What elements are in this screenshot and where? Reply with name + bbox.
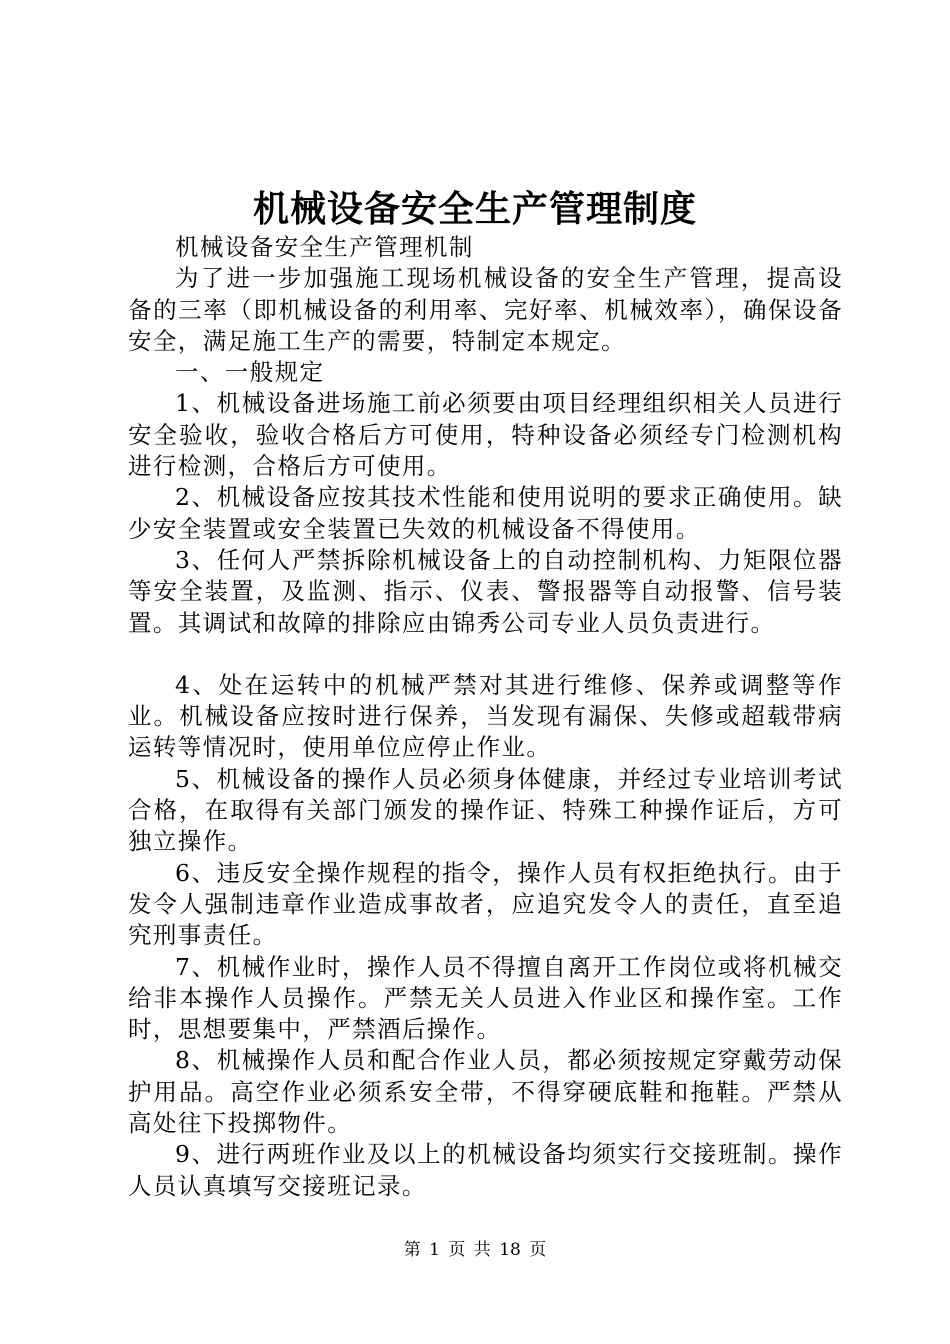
- rule-item-6: 6、违反安全操作规程的指令，操作人员有权拒绝执行。由于发令人强制违章作业造成事故者，应追究发令人的责任，直至追究刑事责任。: [128, 858, 843, 950]
- page-number-footer: 第 1 页 共 18 页: [403, 1240, 547, 1260]
- rule-item-5: 5、机械设备的操作人员必须身体健康，并经过专业培训考试合格，在取得有关部门颁发的操作证、特殊工种操作证后，方可独立操作。: [128, 764, 843, 856]
- rule-item-7: 7、机械作业时，操作人员不得擅自离开工作岗位或将机械交给非本操作人员操作。严禁无关人员进入作业区和操作室。工作时，思想要集中，严禁酒后操作。: [128, 952, 843, 1044]
- section-heading-general-rules: 一、一般规定: [175, 358, 325, 387]
- rule-item-2: 2、机械设备应按其技术性能和使用说明的要求正确使用。缺少安全装置或安全装置已失效的机械设备不得使用。: [128, 483, 843, 543]
- document-title: 机械设备安全生产管理制度: [252, 188, 697, 230]
- rule-item-8: 8、机械操作人员和配合作业人员，都必须按规定穿戴劳动保护用品。高空作业必须系安全带，不得穿硬底鞋和拖鞋。严禁从高处往下投掷物件。: [128, 1046, 843, 1138]
- rule-item-1: 1、机械设备进场施工前必须要由项目经理组织相关人员进行安全验收，验收合格后方可使用，特种设备必须经专门检测机构进行检测，合格后方可使用。: [128, 389, 843, 481]
- paragraph-subtitle: 机械设备安全生产管理机制: [175, 233, 474, 261]
- paragraph-intro: 为了进一步加强施工现场机械设备的安全生产管理，提高设备的三率（即机械设备的利用率、完好率、机械效率），确保设备安全，满足施工生产的需要，特制定本规定。: [128, 264, 843, 355]
- rule-item-9: 9、进行两班作业及以上的机械设备均须实行交接班制。操作人员认真填写交接班记录。: [128, 1140, 843, 1200]
- rule-item-4: 4、处在运转中的机械严禁对其进行维修、保养或调整等作业。机械设备应按时进行保养，当发现有漏保、失修或超载带病运转等情况时，使用单位应停止作业。: [128, 670, 843, 762]
- document-body: [128, 232, 843, 1202]
- rule-item-3: 3、任何人严禁拆除机械设备上的自动控制机构、力矩限位器等安全装置，及监测、指示、仪表、警报器等自动报警、信号装置。其调试和故障的排除应由锦秀公司专业人员负责进行。: [128, 545, 843, 637]
